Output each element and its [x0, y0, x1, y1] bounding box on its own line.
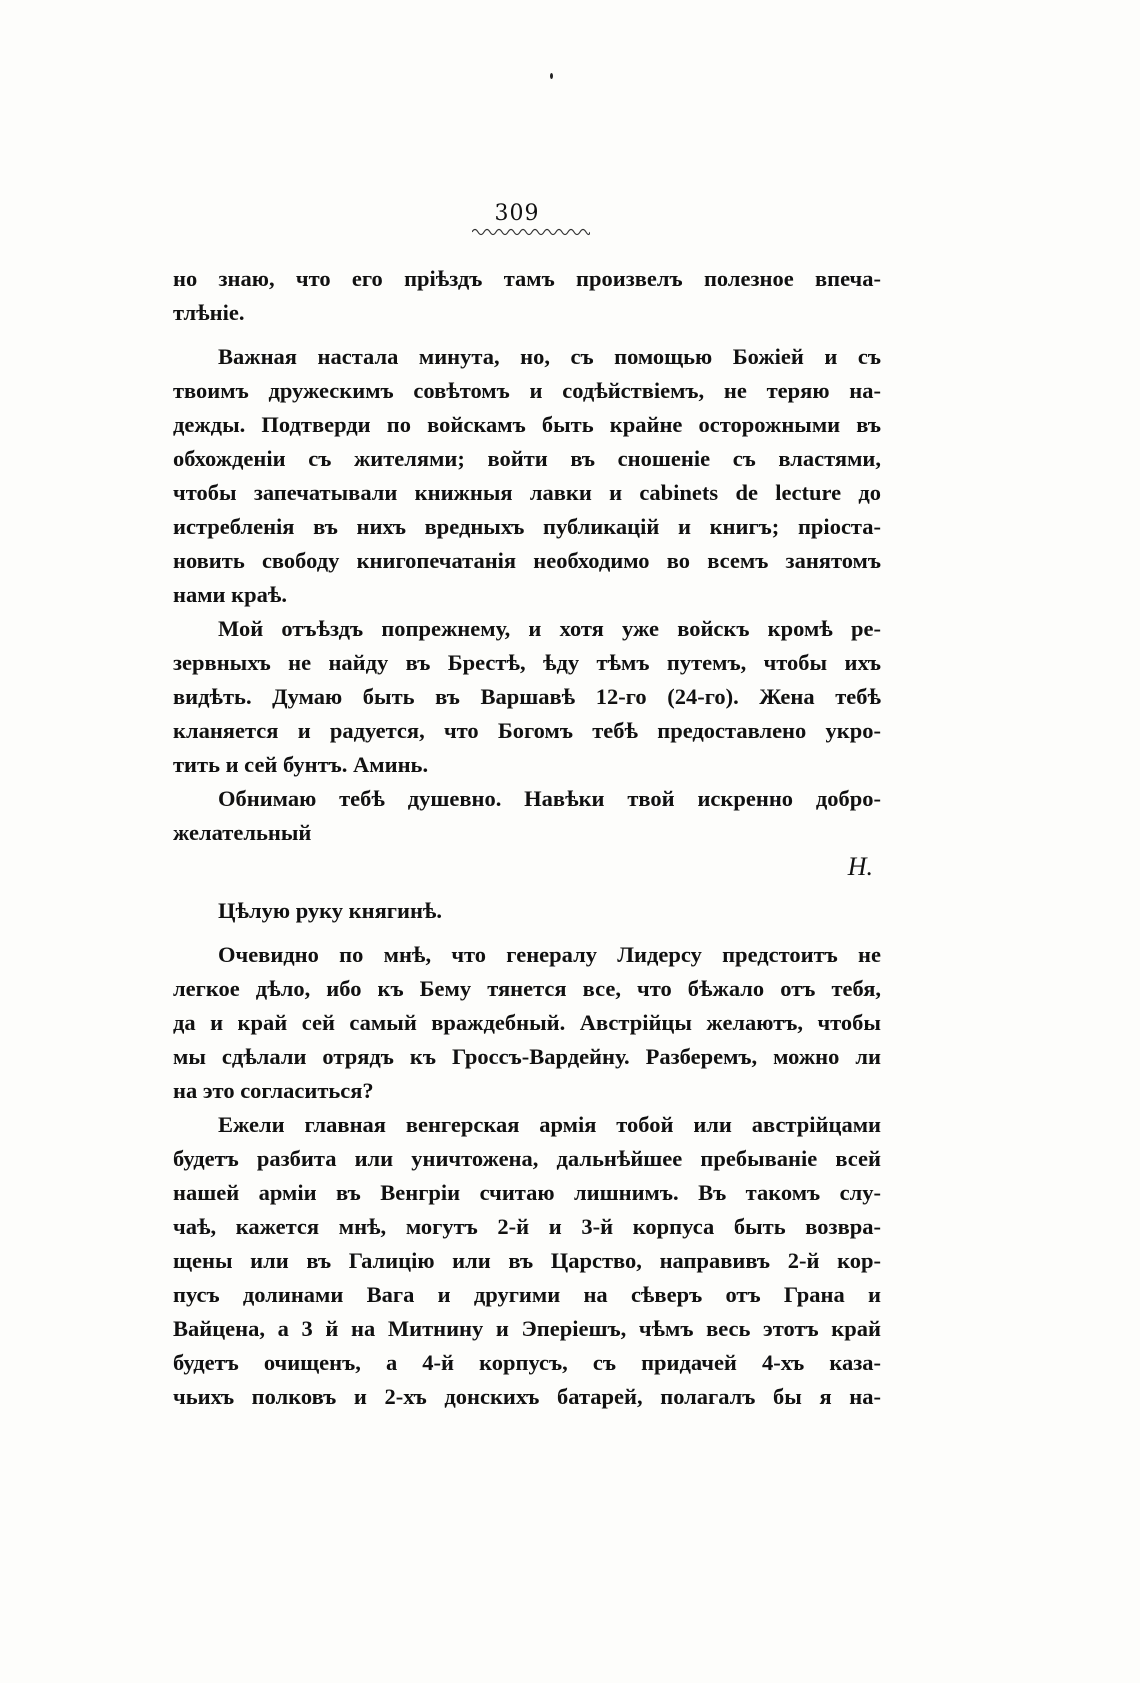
page-body [173, 262, 881, 1414]
page-number-ornament [472, 226, 590, 236]
text-line: новить свободу книгопечатанiя необходимо во всемъ занятомъ [173, 548, 881, 573]
text-line: твоимъ дружескимъ совѣтомъ и содѣйствiемъ, не теряю на- [173, 378, 881, 403]
text-line: будетъ разбита или уничтожена, дальнѣйшее пребыванiе всей [173, 1146, 881, 1171]
text-line: на это согласиться? [173, 1078, 374, 1103]
text-line: нашей армiи въ Венгрiи считаю лишнимъ. Въ такомъ слу- [173, 1180, 881, 1205]
text-line: тить и сей бунтъ. Аминь. [173, 752, 429, 777]
paragraph-gap [173, 330, 881, 340]
paragraph-gap [173, 928, 881, 938]
text-line: Цѣлую руку княгинѣ. [218, 898, 443, 923]
text-line: чаѣ, кажется мнѣ, могутъ 2-й и 3-й корпуса быть возвра- [173, 1214, 881, 1239]
text-line: нами краѣ. [173, 582, 287, 607]
text-line: Мой отъѣздъ попрежнему, и хотя уже войскъ кромѣ ре- [218, 616, 881, 641]
text-line: да и край сей самый враждебный. Австрiйцы желаютъ, чтобы [173, 1010, 881, 1035]
text-line: пусъ долинами Вага и другими на сѣверъ отъ Грана и [173, 1282, 881, 1307]
text-line: Очевидно по мнѣ, что генералу Лидерсу предстоитъ не [218, 942, 881, 967]
text-line: будетъ очищенъ, а 4-й корпусъ, съ придачей 4-хъ каза- [173, 1350, 881, 1375]
text-line: легкое дѣло, ибо къ Бему тянется все, что бѣжало отъ тебя, [173, 976, 881, 1001]
text-line: дежды. Подтверди по войскамъ быть крайне осторожными въ [173, 412, 881, 437]
paragraph-gap [173, 884, 881, 894]
text-line: желательный [173, 820, 312, 845]
text-line: Ежели главная венгерская армiя тобой или австрiйцами [218, 1112, 881, 1137]
text-line: истребленiя въ нихъ вредныхъ публикацiй и книгъ; прiоста- [173, 514, 881, 539]
text-line: чьихъ полковъ и 2-хъ донскихъ батарей, полагалъ бы я на- [173, 1384, 881, 1409]
text-line: Вайцена, а 3 й на Митнину и Эперiешъ, чѣмъ весь этотъ край [173, 1316, 881, 1341]
text-line: обхожденiи съ жителями; войти въ сношенiе съ властями, [173, 446, 881, 471]
text-line: видѣть. Думаю быть въ Варшавѣ 12-го (24-го). Жена тебѣ [173, 684, 881, 709]
ink-speck [550, 73, 553, 79]
text-line: Обнимаю тебѣ душевно. Навѣки твой искренно добро- [218, 786, 881, 811]
text-line: мы сдѣлали отрядъ къ Гроссъ-Вардейну. Разберемъ, можно ли [173, 1044, 881, 1069]
text-line: тлѣнiе. [173, 300, 245, 325]
page-number: 309 [494, 201, 540, 226]
text-line: но знаю, что его прiѣздъ тамъ произвелъ полезное впеча- [173, 266, 881, 291]
text-line: зервныхъ не найду въ Брестѣ, ѣду тѣмъ путемъ, чтобы ихъ [173, 650, 881, 675]
text-line: Важная настала минута, но, съ помощью Божiей и съ [218, 344, 881, 369]
text-line: щены или въ Галицiю или въ Царство, направивъ 2-й кор- [173, 1248, 881, 1273]
text-line: кланяется и радуется, что Богомъ тебѣ предоставлено укро- [173, 718, 881, 743]
signature: Н. [847, 852, 873, 881]
text-line: чтобы запечатывали книжныя лавки и cabinets de lecture до [173, 480, 881, 505]
